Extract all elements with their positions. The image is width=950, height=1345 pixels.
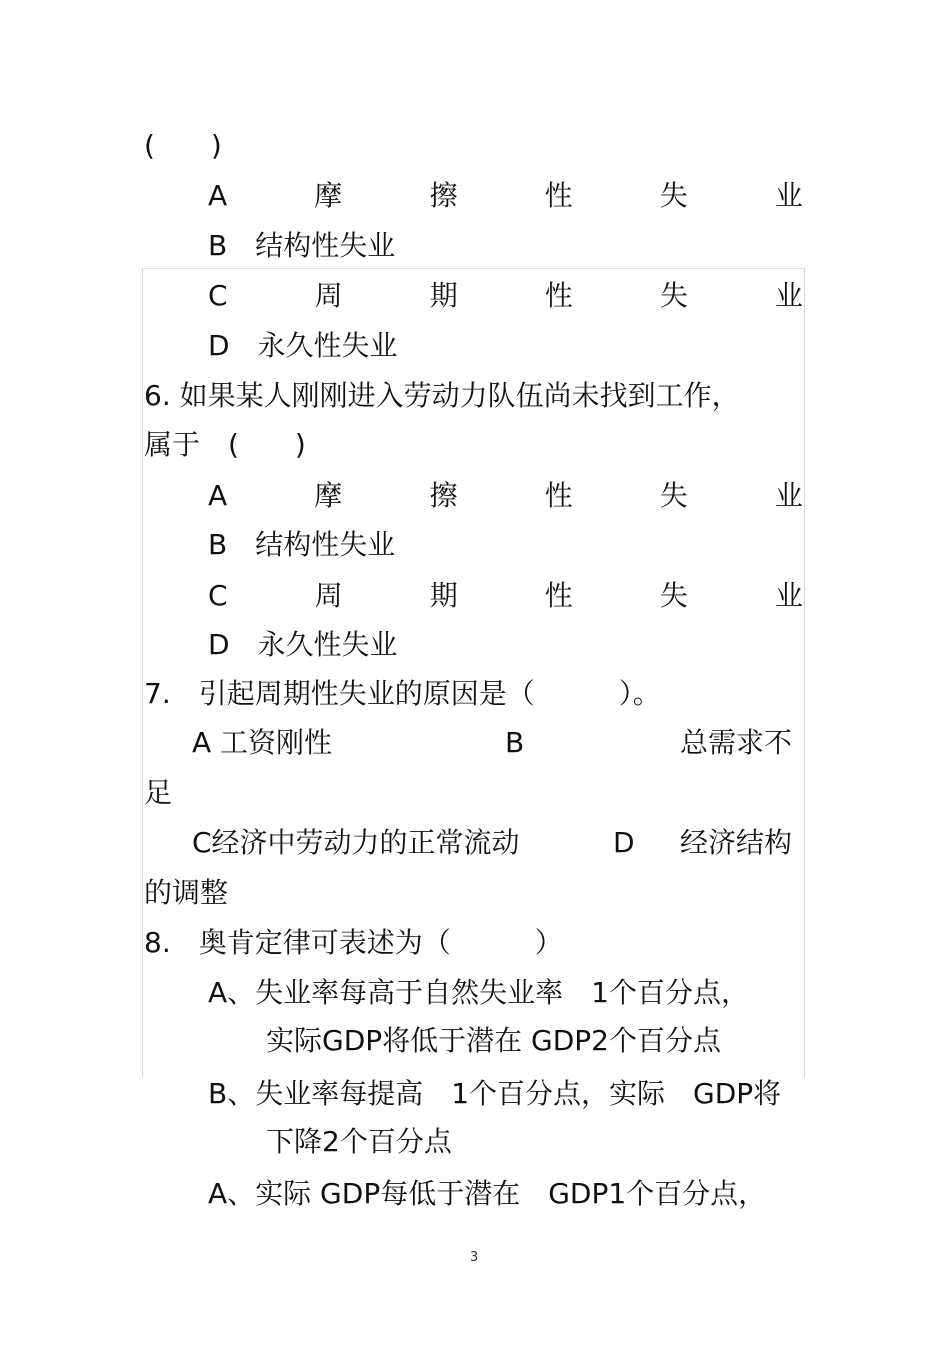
option-glyph: 擦: [429, 479, 458, 512]
q7-option-d-letter: D: [613, 826, 635, 859]
option-glyph: C: [208, 579, 228, 612]
q6-option-b: B 结构性失业: [208, 528, 396, 561]
option-glyph: A: [208, 179, 228, 212]
option-glyph: 业: [774, 279, 803, 312]
q6-option-c: [208, 578, 803, 614]
option-glyph: C: [208, 279, 228, 312]
option-glyph: 摩: [314, 179, 343, 212]
q5-option-c: [208, 278, 803, 314]
q5-paren: ( ): [144, 129, 222, 162]
option-glyph: 期: [429, 579, 458, 612]
q7-option-a: A 工资刚性: [192, 726, 333, 759]
q6-stem-line1: 6. 如果某人刚刚进入劳动力队伍尚未找到工作，: [144, 379, 740, 412]
option-glyph: 失: [659, 279, 688, 312]
option-glyph: 性: [544, 279, 573, 312]
q7-option-c: C经济中劳动力的正常流动: [192, 826, 520, 859]
q7-option-d-continuation: 的调整: [144, 876, 229, 909]
q8-option-c-line1: A、实际 GDP每低于潜在 GDP1个百分点，: [208, 1177, 767, 1210]
q7-option-b-letter: B: [505, 726, 525, 759]
option-glyph: 性: [544, 479, 573, 512]
option-glyph: 业: [774, 479, 803, 512]
q6-option-a: [208, 478, 803, 514]
q8-option-a-line2: 实际GDP将低于潜在 GDP2个百分点: [266, 1024, 722, 1057]
page-number: 3: [470, 1250, 479, 1265]
q8-stem: 8. 奥肯定律可表述为（ ）: [144, 926, 563, 959]
q5-option-d: D 永久性失业: [208, 329, 398, 362]
option-glyph: 摩: [314, 479, 343, 512]
q8-option-a-line1: A、失业率每高于自然失业率 1个百分点，: [208, 976, 749, 1009]
q7-option-b-continuation: 足: [144, 776, 173, 809]
q7-stem: 7. 引起周期性失业的原因是（ ）。: [144, 677, 661, 710]
q7-option-d-text: 经济结构: [680, 826, 793, 859]
q5-option-a: [208, 178, 803, 214]
option-glyph: 性: [544, 179, 573, 212]
q6-stem-line2: 属于 ( ): [144, 428, 306, 461]
option-glyph: 擦: [429, 179, 458, 212]
option-glyph: 失: [659, 579, 688, 612]
q5-option-b: B 结构性失业: [208, 229, 396, 262]
option-glyph: 失: [659, 479, 688, 512]
option-glyph: 业: [774, 579, 803, 612]
option-glyph: 周: [314, 579, 343, 612]
q8-option-b-line1: B、失业率每提高 1个百分点，实际 GDP将: [208, 1077, 782, 1110]
option-glyph: 周: [314, 279, 343, 312]
option-glyph: 期: [429, 279, 458, 312]
option-glyph: A: [208, 479, 228, 512]
q7-option-b-text: 总需求不: [680, 726, 793, 759]
option-glyph: 性: [544, 579, 573, 612]
q8-option-b-line2: 下降2个百分点: [266, 1125, 452, 1158]
option-glyph: 业: [774, 179, 803, 212]
option-glyph: 失: [659, 179, 688, 212]
q6-option-d: D 永久性失业: [208, 628, 398, 661]
